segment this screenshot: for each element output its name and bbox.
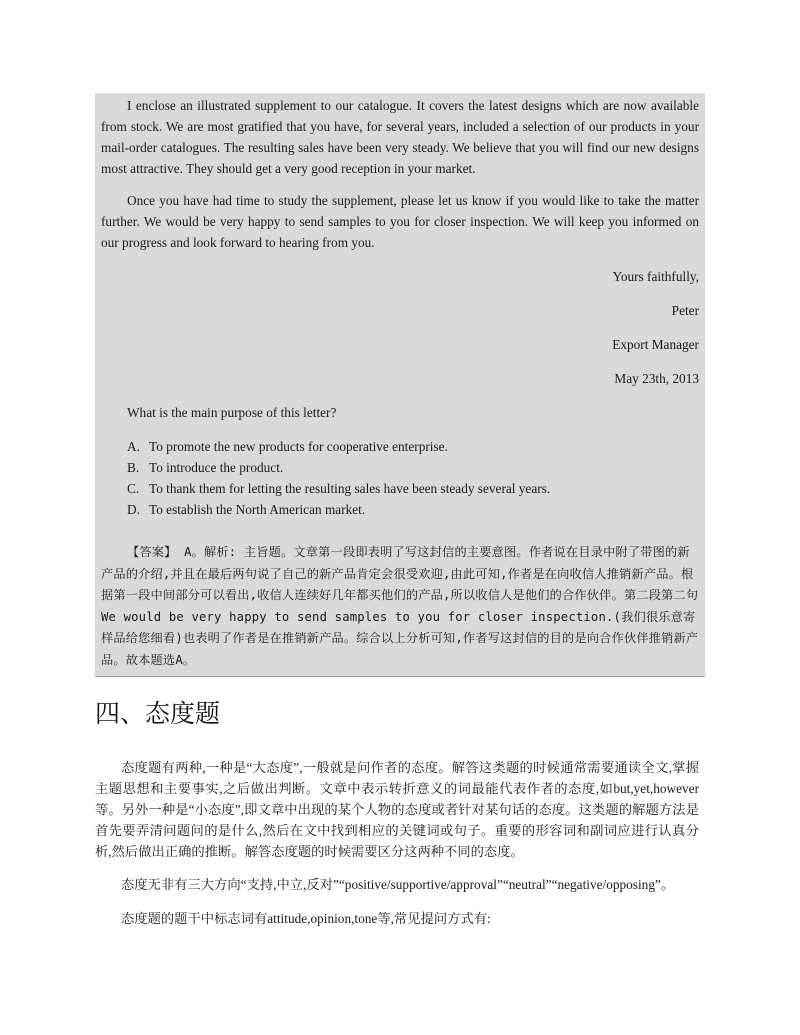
option-text: To promote the new products for cooperative enterprise. (149, 439, 448, 454)
option-text: To introduce the product. (149, 460, 284, 475)
question-text: What is the main purpose of this letter? (127, 405, 337, 420)
option-label: B. (127, 460, 140, 475)
letter-date: May 23th, 2013 (614, 371, 699, 386)
letter-signature: Peter (671, 303, 699, 318)
section-heading: 四、态度题 (95, 699, 221, 728)
option-label: A. (127, 439, 140, 454)
example-letter-box (95, 93, 705, 677)
letter-sender-title: Export Manager (612, 337, 699, 352)
option-label: D. (127, 502, 140, 517)
section-paragraph-1: 态度题有两种,一种是“大态度”,一般就是问作者的态度。解答这类题的时候通常需要通读全文,掌握主题思想和主要事实,之后做出判断。文章中表示转折意义的词最能代表作者的态度,如but,yet,however等。另外一种是“小态度”,即文章中出现的某个人物的态度或者针对某句话的态度。这类题的解题方法是首先要弄清问题问的是什么,然后在文中找到相应的关键词或句子。重要的形容词和副词应进行认真分析,然后做出正确的推断。解答态度题的时候需要区分这两种不同的态度。 (95, 760, 699, 859)
letter-paragraph-1: I enclose an illustrated supplement to our catalogue. It covers the latest designs which are now available from stock. We are most gratified that you have, for several years, included a selection of our products in your mail-order catalogues. The resulting sales have been very steady. We believe that you will find our new designs most attractive. They should get a very good reception in your market. (101, 98, 699, 176)
option-a (127, 436, 448, 457)
option-text: To thank them for letting the resulting sales have been steady several years. (149, 481, 551, 496)
answer-explanation: 【答案】 A。解析: 主旨题。文章第一段即表明了写这封信的主要意图。作者说在目录中附了带图的新产品的介绍,并且在最后两句说了自己的新产品肯定会很受欢迎,由此可知,作者是在向收信人推销新产品。根据第一段中间部分可以看出,收信人连续好几年都买他们的产品,所以收信人是他们的合作伙伴。第二段第二句We would be very happy to send samples to you for closer inspection.(我们很乐意寄样品给您细看)也表明了作者是在推销新产品。综合以上分析可知,作者写这封信的目的是向合作伙伴推销新产品。故本题选A。 (101, 545, 699, 667)
section-paragraph-3: 态度题的题干中标志词有attitude,opinion,tone等,常见提问方式有: (121, 911, 491, 926)
option-c (127, 478, 550, 499)
option-d (127, 499, 365, 520)
section-paragraph-2: 态度无非有三大方向“支持,中立,反对”“positive/supportive/approval”“neutral”“negative/opposing”。 (121, 877, 675, 892)
option-label: C. (127, 481, 140, 496)
option-text: To establish the North American market. (149, 502, 366, 517)
letter-paragraph-2: Once you have had time to study the supplement, please let us know if you would like to take the matter further. We would be very happy to send samples to you for closer inspection. We will keep you informed on our progress and look forward to hearing from you. (101, 193, 699, 250)
letter-closing: Yours faithfully, (612, 269, 699, 284)
option-b (127, 457, 283, 478)
